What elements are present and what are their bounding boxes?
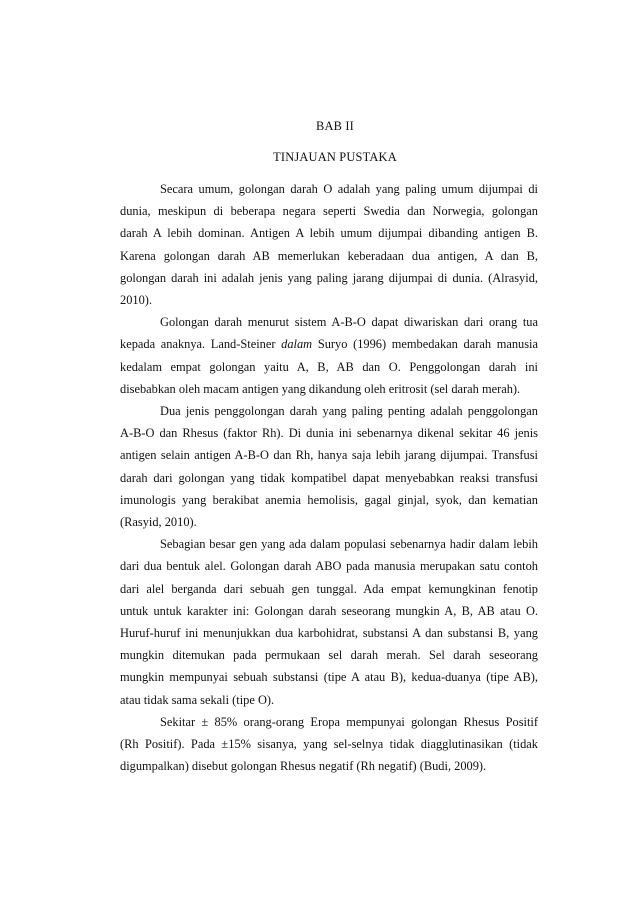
text-line: dari dua bentuk alel. Golongan darah ABO pada manusia merupakan satu contoh: [120, 559, 538, 574]
text-line: A-B-O dan Rhesus (faktor Rh). Di dunia ini sebenarnya dikenal sekitar 46 jenis: [120, 426, 538, 441]
text-line: 2010).: [120, 293, 153, 308]
text-line: (Rasyid, 2010).: [120, 515, 197, 530]
chapter-heading: BAB II: [315, 119, 355, 133]
text-line: Dua jenis penggolongan darah yang paling penting adalah penggolongan: [160, 404, 538, 419]
paragraph-5: [120, 711, 538, 778]
text-line: mungkin mempunyai sebuah substansi (tipe A atau B), kedua-duanya (tipe AB),: [120, 670, 538, 685]
text-line: digumpalkan) disebut golongan Rhesus negatif (Rh negatif) (Budi, 2009).: [120, 759, 487, 774]
text-line: disebabkan oleh macam antigen yang dikandung oleh eritrosit (sel darah merah).: [120, 381, 521, 396]
paragraph-1: [120, 178, 538, 311]
text-line: mungkin ditemukan pada permukaan sel darah merah. Sel darah seseorang: [120, 648, 538, 663]
text-line: Huruf-huruf ini menunjukkan dua karbohidrat, substansi A dan substansi B, yang: [120, 626, 538, 641]
body-text: [120, 178, 538, 777]
text-line: [120, 333, 538, 355]
text-line: (Rh Positif). Pada ±15% sisanya, yang sel-selnya tidak diagglutinasikan (tidak: [120, 737, 538, 752]
text-line: antigen selain antigen A-B-O dan Rh, hanya saja lebih jarang dijumpai. Transfusi: [120, 448, 538, 463]
text-line: atau tidak sama sekali (tipe O).: [120, 692, 275, 707]
paragraph-2: [120, 311, 538, 400]
text-segment: Suryo (1996) membedakan darah manusia: [317, 337, 538, 352]
text-line: Secara umum, golongan darah O adalah yang paling umum dijumpai di: [160, 182, 538, 196]
text-line: dari alel berganda dari sebuah gen tunggal. Ada empat kemungkinan fenotip: [120, 581, 538, 596]
text-line: darah A lebih dominan. Antigen A lebih umum dijumpai dibanding antigen B.: [120, 226, 538, 241]
text-line: untuk untuk karakter ini: Golongan darah seseorang mungkin A, B, AB atau O.: [120, 603, 538, 618]
section-title: TINJAUAN PUSTAKA: [273, 150, 397, 164]
text-line: Sekitar ± 85% orang-orang Eropa mempunyai golongan Rhesus Positif: [160, 714, 538, 729]
text-line: kedalam empat golongan yaitu A, B, AB dan O. Penggolongan darah ini: [120, 359, 538, 374]
text-line: golongan darah ini adalah jenis yang paling jarang dijumpai di dunia. (Alrasyid,: [120, 270, 538, 285]
text-line: Karena golongan darah AB memerlukan keberadaan dua antigen, A dan B,: [120, 248, 538, 263]
paragraph-4: [120, 533, 538, 711]
text-line: Golongan darah menurut sistem A-B-O dapat diwariskan dari orang tua: [160, 315, 538, 330]
text-segment: kepada anaknya. Land-Steiner: [120, 337, 276, 352]
text-line: Sebagian besar gen yang ada dalam populasi sebenarnya hadir dalam lebih: [160, 537, 538, 552]
text-line: dunia, meskipun di beberapa negara seperti Swedia dan Norwegia, golongan: [120, 204, 538, 219]
italic-word: dalam: [281, 337, 313, 352]
paragraph-3: [120, 400, 538, 533]
text-line: imunologis yang berakibat anemia hemolisis, gagal ginjal, syok, dan kematian: [120, 492, 538, 507]
text-line: darah dari golongan yang tidak kompatibel dapat menyebabkan reaksi transfusi: [120, 470, 538, 485]
